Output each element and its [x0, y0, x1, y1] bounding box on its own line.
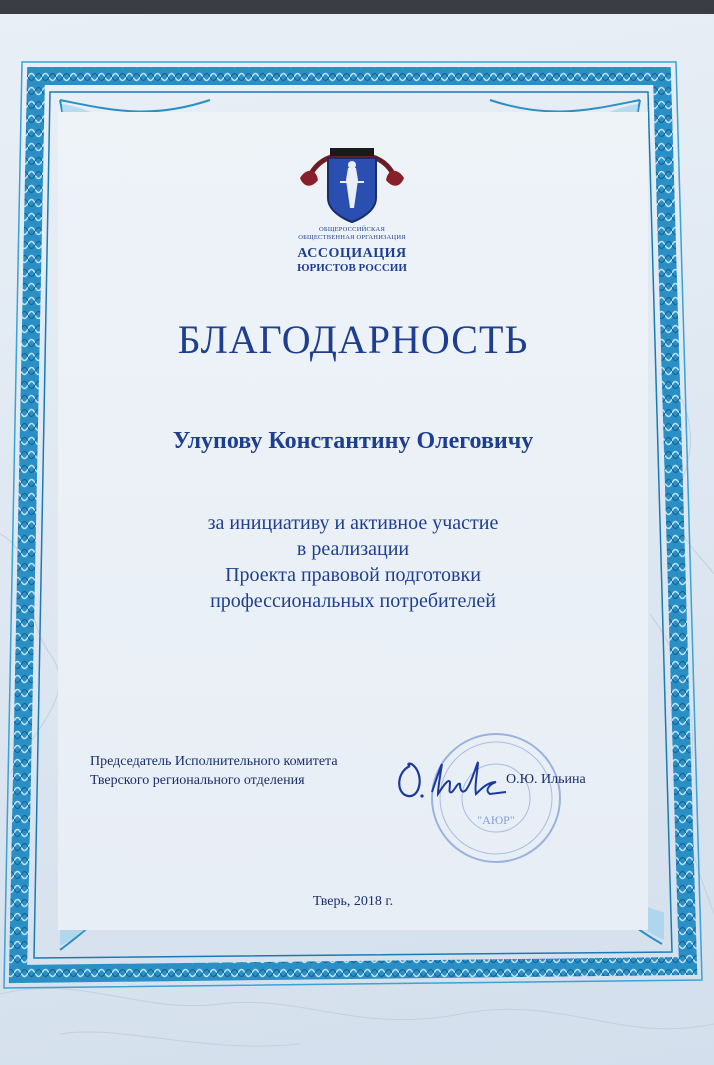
stamp-text: "АЮР" — [477, 813, 515, 827]
reason-line: Проекта правовой подготовки — [225, 564, 481, 586]
signatory-position: Председатель Исполнительного комитета Тверского регионального отделения — [90, 754, 338, 788]
handwritten-signature — [392, 752, 512, 808]
place-and-date: Тверь, 2018 г. — [312, 894, 394, 909]
association-emblem — [292, 138, 412, 228]
organization-name-line2: ЮРИСТОВ РОССИИ — [297, 262, 407, 274]
organization-subtitle: ОБЩЕРОССИЙСКАЯ ОБЩЕСТВЕННАЯ ОРГАНИЗАЦИЯ — [298, 226, 406, 241]
reason-line: профессиональных потребителей — [210, 590, 496, 612]
reason-line: за инициативу и активное участие — [207, 512, 499, 534]
organization-name-line1: АССОЦИАЦИЯ — [297, 246, 407, 261]
reason-line: в реализации — [296, 538, 410, 560]
award-reason — [58, 510, 648, 614]
recipient-name: Улупову Константину Олеговичу — [172, 428, 534, 454]
certificate-title: БЛАГОДАРНОСТЬ — [177, 317, 529, 362]
signatory-name: О.Ю. Ильина — [506, 772, 586, 787]
